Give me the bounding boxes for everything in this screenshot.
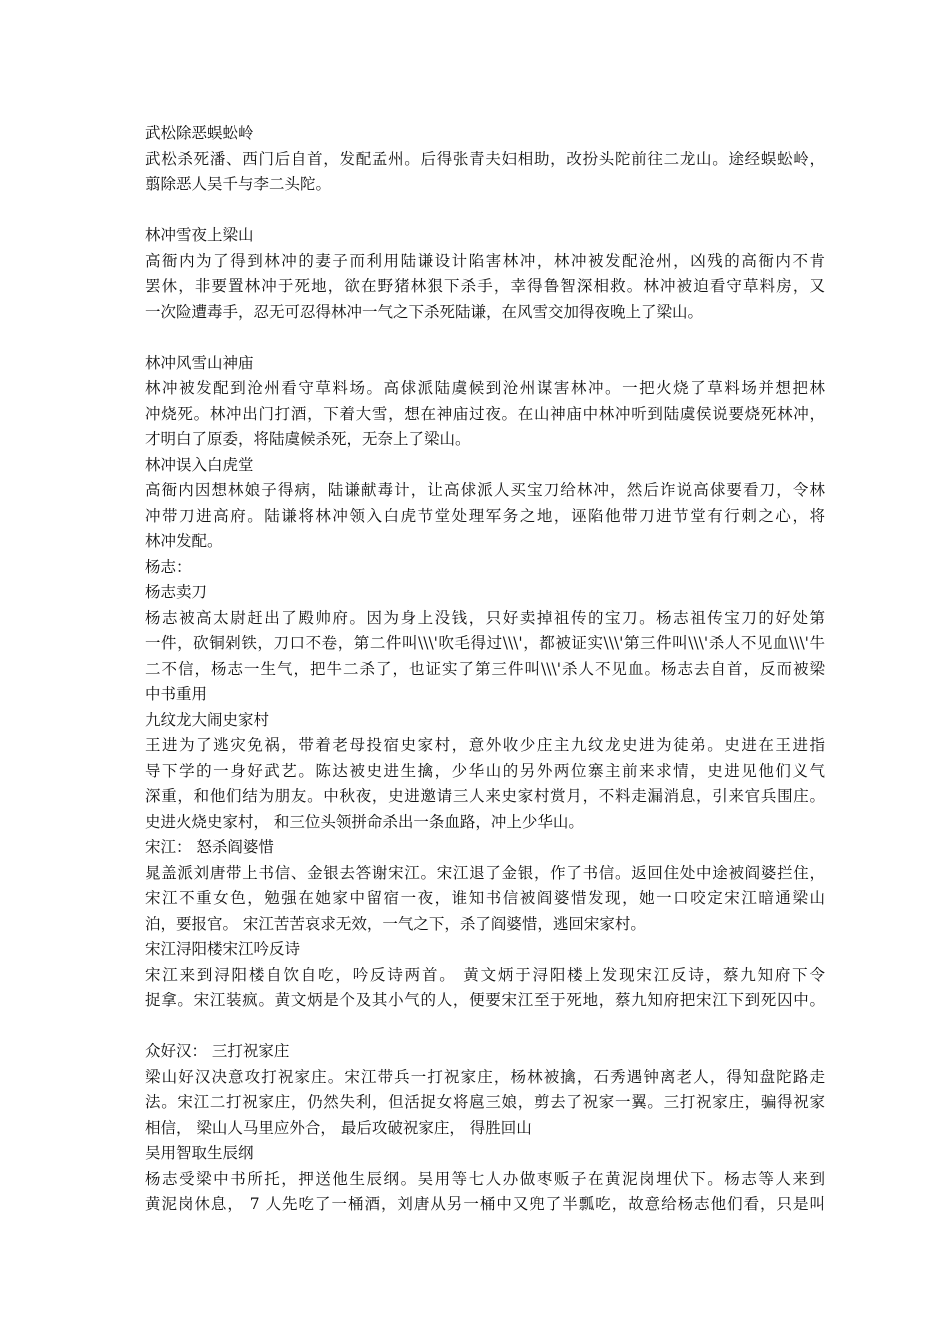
text-line: 冲带刀进高府。陆谦将林冲领入白虎节堂处理军务之地，诬陷他带刀进节堂有行刺之心，将 <box>145 506 825 525</box>
text-line: 冲烧死。林冲出门打酒，下着大雪，想在神庙过夜。在山神庙中林冲听到陆虞侯说要烧死林冲， <box>145 404 825 423</box>
text-line: 武松杀死潘、西门后自首，发配孟州。后得张青夫妇相助，改扮头陀前往二龙山。途经蜈蚣岭， <box>145 149 825 168</box>
text-line: 中书重用 <box>145 685 208 703</box>
text-line: 九纹龙大闹史家村 <box>145 710 270 729</box>
text-line: 罢休，非要置林冲于死地，欲在野猪林狠下杀手，幸得鲁智深相救。林冲被迫看守草料房，又 <box>145 277 825 295</box>
text-line: 黄泥岗休息， 7 人先吃了一桶酒，刘唐从另一桶中又兜了半瓢吃，故意给杨志他们看，只是叫 <box>145 1195 825 1213</box>
text-line: 吴用智取生辰纲 <box>145 1144 254 1162</box>
blank-line <box>145 1014 825 1040</box>
text-line: 高衙内为了得到林冲的妻子而利用陆谦设计陷害林冲，林冲被发配沧州，凶残的高衙内不肯 <box>145 251 825 270</box>
text-line: 史进火烧史家村， 和三位头领拼命杀出一条血路，冲上少华山。 <box>145 812 584 831</box>
text-line: 一次险遭毒手，忍无可忍得林冲一气之下杀死陆谦，在风雪交加得夜晚上了梁山。 <box>145 302 704 321</box>
text-line: 武松除恶蜈蚣岭 <box>145 124 254 142</box>
text-line: 法。宋江二打祝家庄，仍然失利，但活捉女将扈三娘，剪去了祝家一翼。三打祝家庄，骗得祝家 <box>145 1093 825 1111</box>
text-line: 林冲误入白虎堂 <box>145 455 254 474</box>
text-line: 相信， 梁山人马里应外合， 最后攻破祝家庄， 得胜回山 <box>145 1118 532 1137</box>
text-line: 林冲风雪山神庙 <box>145 353 254 372</box>
text-line: 宋江不重女色，勉强在她家中留宿一夜，谁知书信被阎婆惜发现，她一口咬定宋江暗通梁山 <box>145 889 825 907</box>
text-line: 林冲发配。 <box>145 532 223 550</box>
text-line: 梁山好汉决意攻打祝家庄。宋江带兵一打祝家庄，杨林被擒，石秀遇钟离老人，得知盘陀路走 <box>145 1067 825 1086</box>
text-line: 杨志卖刀 <box>145 583 208 601</box>
document-page <box>145 121 825 1218</box>
text-line: 杨志受梁中书所托，押送他生辰纲。吴用等七人办做枣贩子在黄泥岗埋伏下。杨志等人来到 <box>145 1169 825 1188</box>
text-line: 泊，要报官。 宋江苦苦哀求无效，一气之下，杀了阎婆惜，逃回宋家村。 <box>145 914 646 933</box>
text-line: 王进为了逃灾免祸，带着老母投宿史家村，意外收少庄主九纹龙史进为徒弟。史进在王进指 <box>145 736 825 754</box>
text-line: 众好汉： 三打祝家庄 <box>145 1042 290 1060</box>
text-line: 翦除恶人吴千与李二头陀。 <box>145 175 332 193</box>
text-line: 宋江来到浔阳楼自饮自吃，吟反诗两首。 黄文炳于浔阳楼上发现宋江反诗，蔡九知府下令 <box>145 965 825 984</box>
text-line: 林冲被发配到沧州看守草料场。高俅派陆虞候到沧州谋害林冲。一把火烧了草料场并想把林 <box>145 379 825 397</box>
blank-line <box>145 325 825 351</box>
text-line: 杨志： <box>145 557 192 576</box>
text-line: 宋江： 怒杀阎婆惜 <box>145 838 274 856</box>
text-line: 导下学的一身好武艺。陈达被史进生擒，少华山的另外两位寨主前来求情，史进见他们义气 <box>145 761 825 780</box>
blank-line <box>145 198 825 224</box>
text-line: 一件，砍铜剁铁，刀口不卷，第二件叫\\\'吹毛得过\\\'，都被证实\\\'第三件叫\\\'杀人不见血\\\'牛 <box>145 634 825 652</box>
text-line: 二不信，杨志一生气，把牛二杀了，也证实了第三件叫\\\'杀人不见血。杨志去自首，反而被梁 <box>145 659 825 678</box>
text-line: 林冲雪夜上梁山 <box>145 226 254 244</box>
text-line: 晁盖派刘唐带上书信、金银去答谢宋江。宋江退了金银，作了书信。返回住处中途被阎婆拦住， <box>145 863 825 882</box>
text-line: 高衙内因想林娘子得病，陆谦献毒计，让高俅派人买宝刀给林冲，然后诈说高俅要看刀，令林 <box>145 481 825 499</box>
text-line: 深重，和他们结为朋友。中秋夜，史进邀请三人来史家村赏月，不料走漏消息，引来官兵围庄。 <box>145 787 825 805</box>
text-line: 宋江浔阳楼宋江吟反诗 <box>145 940 301 958</box>
text-line: 杨志被高太尉赶出了殿帅府。因为身上没钱，只好卖掉祖传的宝刀。杨志祖传宝刀的好处第 <box>145 608 825 627</box>
text-line: 才明白了原委，将陆虞候杀死，无奈上了梁山。 <box>145 430 471 448</box>
text-line: 捉拿。宋江装疯。黄文炳是个及其小气的人，便要宋江至于死地，蔡九知府把宋江下到死囚中。 <box>145 991 825 1009</box>
